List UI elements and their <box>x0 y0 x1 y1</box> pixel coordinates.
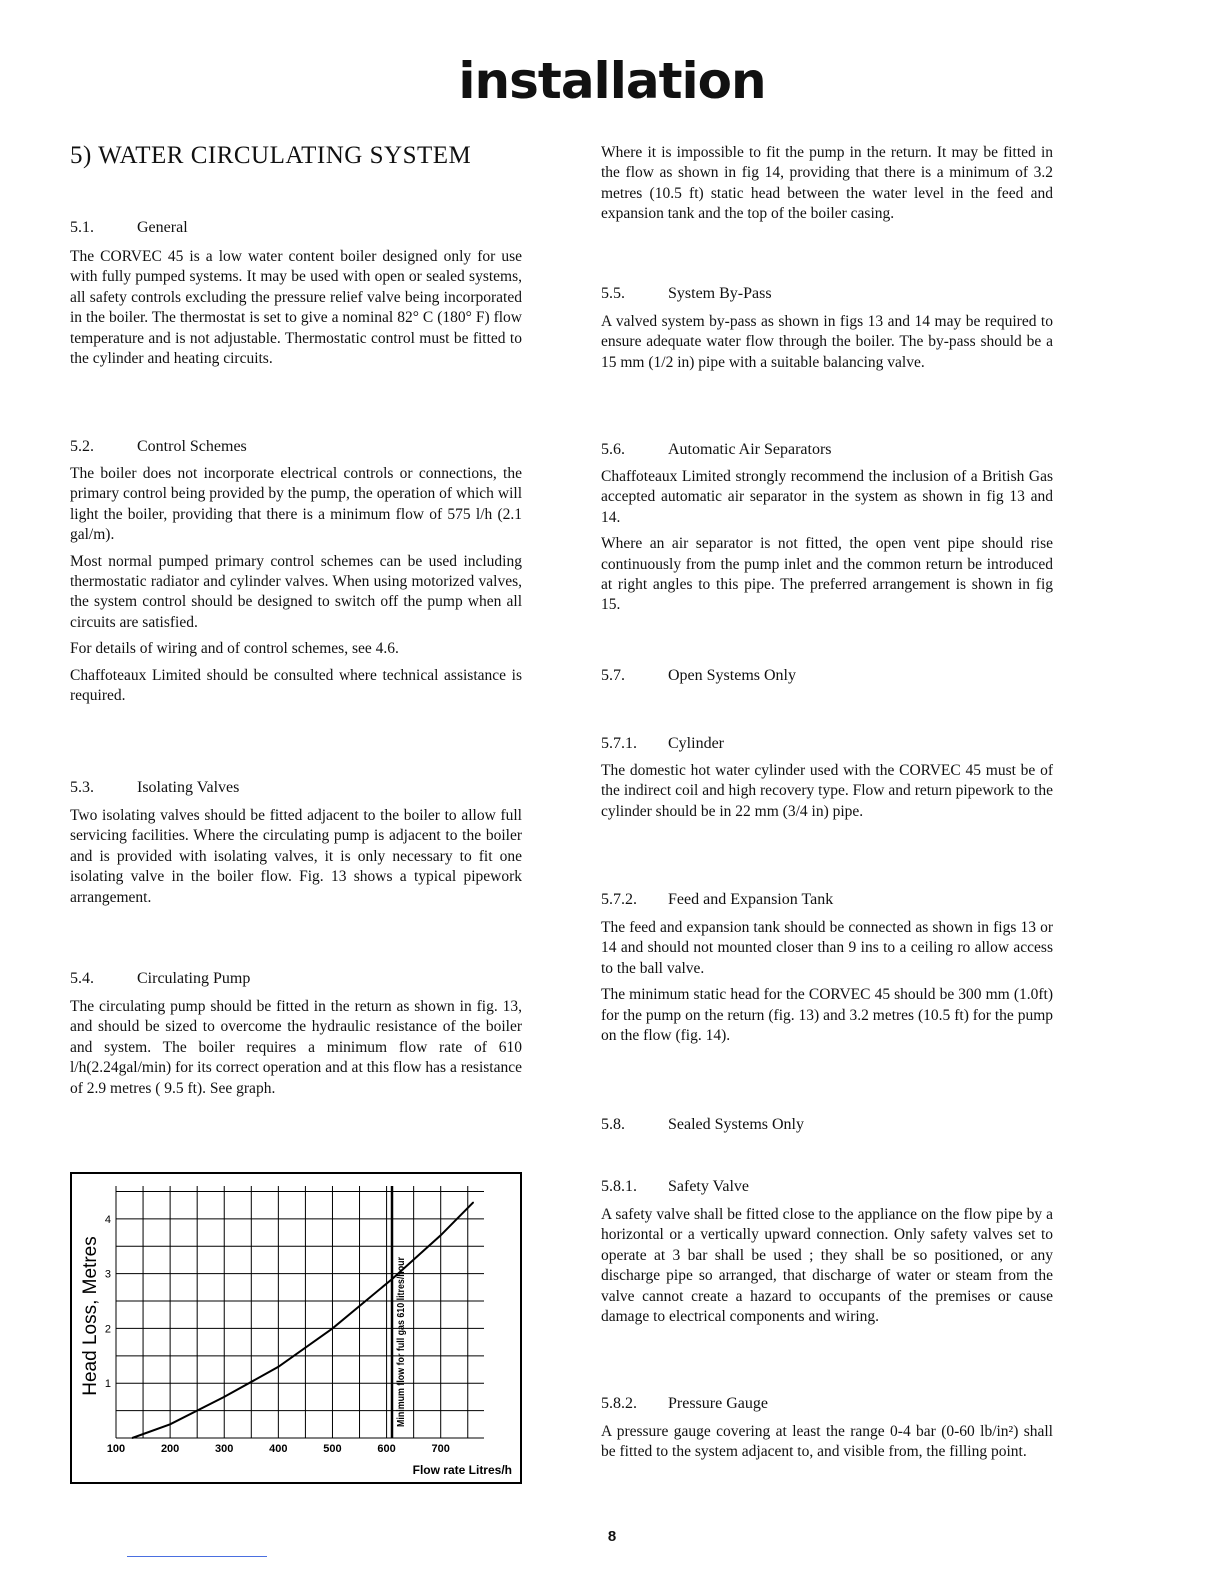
data-point <box>472 1202 474 1204</box>
section-5-4-body <box>70 997 522 1099</box>
heading-text: Sealed Systems Only <box>668 1116 804 1133</box>
x-tick-label: 100 <box>106 1443 126 1455</box>
heading-number: 5.7. <box>601 667 625 684</box>
data-point <box>332 1328 334 1330</box>
paragraph: The boiler does not incorporate electrical controls or connections, the primary control being provided by the pump, the operation of which will light the boiler, providing that there is a minimum flow of 575 l/h (2.1 gal/m). <box>70 465 522 544</box>
heading-5-6 <box>601 441 1053 459</box>
heading-text: General <box>137 219 188 236</box>
data-point <box>223 1396 225 1398</box>
paragraph: A safety valve shall be fitted close to the appliance on the flow pipe by a horizontal or a vertically upward connection. Only safety valves set to operate at 3 bar shall be used ; they shall be so positioned, or any discharge pipe so arranged, that discharge of water or steam from the valve cannot create a hazard to occupants of the premises or cause damage to electrical components and wiring. <box>601 1206 1053 1326</box>
section-5-2-body <box>70 464 522 706</box>
section-5-6-body <box>601 467 1053 616</box>
heading-text: Open Systems Only <box>668 667 796 684</box>
minimum-flow-annotation: Minimum flow for full gas 610 litres/hour <box>396 1235 407 1427</box>
section-5-3-body <box>70 806 522 908</box>
section-5-4-continued <box>601 143 1053 225</box>
section-5-7-2-body <box>601 918 1053 1046</box>
heading-5-8-1 <box>601 1178 1053 1196</box>
heading-number: 5.8.2. <box>601 1395 637 1412</box>
page-number: 8 <box>607 1528 617 1545</box>
x-tick-label: 600 <box>377 1443 396 1455</box>
heading-text: Safety Valve <box>668 1178 750 1195</box>
heading-number: 5.4. <box>70 970 94 987</box>
head-loss-curve <box>132 1202 473 1438</box>
section-5-8-2-body <box>601 1422 1053 1463</box>
paragraph: The minimum static head for the CORVEC 45 should be 300 mm (1.0ft) for the pump on the return (fig. 13) and 3.2 metres (10.5 ft) for the pump on the flow (fig. 14). <box>601 986 1053 1045</box>
data-point <box>169 1424 171 1426</box>
section-5-1-body <box>70 247 522 369</box>
section-5-7-1-body <box>601 761 1053 822</box>
y-tick-label: 3 <box>104 1268 111 1281</box>
heading-5-7 <box>601 667 1053 685</box>
section-5-5-body <box>601 312 1053 373</box>
heading-5-3 <box>70 779 522 797</box>
heading-number: 5.2. <box>70 438 94 455</box>
data-point <box>440 1235 442 1237</box>
heading-text: Pressure Gauge <box>668 1395 768 1412</box>
heading-number: 5.8.1. <box>601 1178 637 1195</box>
heading-number: 5.7.2. <box>601 891 637 908</box>
paragraph: Where an air separator is not fitted, the open vent pipe should rise continuously from the pump inlet and the common return be introduced at right angles to this pipe. The preferred arrangement is shown in fig 15. <box>601 535 1053 614</box>
heading-5-8 <box>601 1116 1053 1134</box>
paragraph: Chaffoteaux Limited should be consulted where technical assistance is required. <box>70 666 522 705</box>
heading-number: 5.5. <box>601 285 625 302</box>
heading-number: 5.8. <box>601 1116 625 1133</box>
section-5-8-1-body <box>601 1205 1053 1327</box>
data-point <box>391 1278 393 1280</box>
section-title: 5) WATER CIRCULATING SYSTEM <box>70 142 472 169</box>
heading-text: Cylinder <box>668 735 724 752</box>
data-point <box>278 1366 280 1368</box>
paragraph: Chaffoteaux Limited strongly recommend the inclusion of a British Gas accepted automatic air separator in the system as shown in fig 13 and 14. <box>601 468 1053 526</box>
heading-number: 5.7.1. <box>601 735 637 752</box>
heading-number: 5.1. <box>70 219 94 236</box>
paragraph: The CORVEC 45 is a low water content boiler designed only for use with fully pumped systems. It may be used with open or sealed systems, all safety controls excluding the pressure relief valve being incorporated in the boiler. The thermostat is set to give a nominal 82° C (180° F) flow temperature and is not adjustable. Thermostatic control must be fitted to the cylinder and heating circuits. <box>70 248 522 368</box>
y-axis-label: Head Loss, Metres <box>80 1236 101 1396</box>
footer-rule <box>127 1556 267 1557</box>
data-point <box>131 1437 133 1439</box>
y-tick-label: 1 <box>104 1378 111 1391</box>
heading-number: 5.6. <box>601 441 625 458</box>
heading-5-8-2 <box>601 1395 1053 1413</box>
paragraph: Most normal pumped primary control schemes can be used including thermostatic radiator and cylinder valves. When using motorized valves, the system control should be designed to switch off the pump when all circuits are satisfied. <box>70 552 522 631</box>
paragraph: A valved system by-pass as shown in figs 13 and 14 may be required to ensure adequate water flow through the boiler. The by-pass should be a 15 mm (1/2 in) pipe with a suitable balancing valve. <box>601 313 1053 371</box>
heading-5-7-1 <box>601 735 1053 753</box>
x-tick-label: 300 <box>215 1443 234 1455</box>
paragraph: For details of wiring and of control schemes, see 4.6. <box>70 640 399 658</box>
heading-text: Feed and Expansion Tank <box>668 891 834 908</box>
x-axis-label: Flow rate Litres/h <box>412 1463 512 1477</box>
x-tick-label: 700 <box>431 1443 450 1455</box>
paragraph: The circulating pump should be fitted in the return as shown in fig. 13, and should be sized to overcome the hydraulic resistance of the boiler and system. The boiler requires a minimum flow rate of 610 l/h(2.24gal/min) for its correct operation and at this flow has a resistance of 2.9 metres ( 9.5 ft). See graph. <box>70 998 522 1097</box>
heading-number: 5.3. <box>70 779 94 796</box>
heading-text: Circulating Pump <box>137 970 251 987</box>
paragraph: Where it is impossible to fit the pump in the return. It may be fitted in the flow as shown in fig 14, providing that there is a minimum of 3.2 metres (10.5 ft) static head between the water level in the feed and expansion tank and the top of the boiler casing. <box>601 144 1053 223</box>
heading-5-2 <box>70 438 522 456</box>
y-tick-label: 4 <box>104 1213 111 1226</box>
heading-text: Isolating Valves <box>137 779 240 796</box>
paragraph: Two isolating valves should be fitted adjacent to the boiler to allow full servicing facilities. Where the circulating pump is adjacent to the boiler and is provided with isolating valves, it is only necessary to fit one isolating valve in the boiler flow. Fig. 13 shows a typical pipework arrangement. <box>70 807 522 906</box>
y-tick-label: 2 <box>104 1323 111 1336</box>
heading-text: System By-Pass <box>668 285 772 302</box>
heading-5-4 <box>70 970 522 988</box>
heading-5-1 <box>70 219 522 237</box>
paragraph: The feed and expansion tank should be connected as shown in figs 13 or 14 and should not mounted closer than 9 ins to a ceiling ro allow access to the ball valve. <box>601 919 1053 977</box>
paragraph: The domestic hot water cylinder used with the CORVEC 45 must be of the indirect coil and high recovery type. Flow and return pipework to the cylinder should be in 22 mm (3/4 in) pipe. <box>601 762 1053 820</box>
chart-svg <box>72 1174 520 1482</box>
heading-5-5 <box>601 285 1053 303</box>
x-tick-label: 200 <box>160 1443 180 1455</box>
x-tick-label: 500 <box>323 1443 342 1455</box>
heading-text: Automatic Air Separators <box>668 441 832 458</box>
heading-5-7-2 <box>601 891 1053 909</box>
x-tick-label: 400 <box>269 1443 288 1455</box>
heading-text: Control Schemes <box>137 438 247 455</box>
paragraph: A pressure gauge covering at least the range 0-4 bar (0-60 lb/in²) shall be fitted to the system adjacent to, and visible from, the filling point. <box>601 1423 1053 1461</box>
page-title: installation <box>458 52 766 110</box>
head-loss-chart <box>70 1172 522 1484</box>
